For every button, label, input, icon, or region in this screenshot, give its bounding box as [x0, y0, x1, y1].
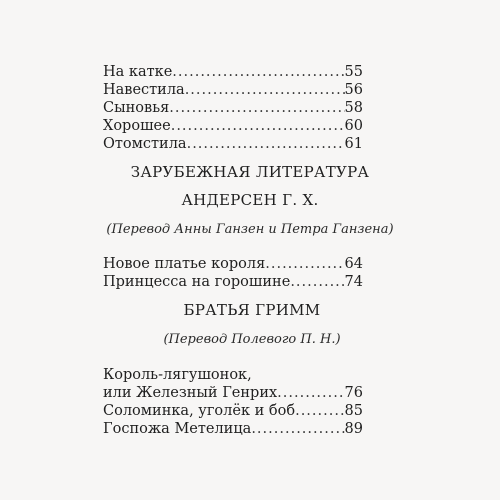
entry-page-number: 61 — [344, 136, 363, 152]
leader-dots — [265, 254, 344, 274]
toc-entry[interactable] — [103, 419, 363, 439]
toc-entry[interactable] — [103, 383, 363, 403]
toc-entry[interactable] — [103, 80, 363, 100]
entry-page-number: 55 — [344, 64, 363, 80]
entry-page-number: 56 — [344, 82, 363, 98]
toc-entry[interactable] — [103, 272, 363, 292]
toc-entry[interactable] — [103, 62, 363, 82]
leader-dots — [171, 116, 345, 136]
leader-dots — [172, 62, 344, 82]
entry-page-number: 89 — [344, 421, 363, 437]
author-heading: АНДЕРСЕН Г. Х. — [181, 191, 319, 209]
entry-page-number: 74 — [344, 274, 363, 290]
entry-title: или Железный Генрих — [103, 385, 278, 401]
toc-entry[interactable] — [103, 116, 363, 136]
toc-entry[interactable] — [103, 254, 363, 274]
translator-note: (Перевод Полевого П. Н.) — [163, 332, 341, 347]
entry-page-number: 85 — [344, 403, 363, 419]
entry-title: Сыновья — [103, 100, 170, 116]
leader-dots — [295, 401, 344, 421]
leader-dots — [169, 98, 344, 118]
leader-dots — [277, 383, 344, 403]
author-heading: БРАТЬЯ ГРИММ — [183, 301, 321, 319]
entry-title: Новое платье короля — [103, 256, 266, 272]
entry-title: Хорошее — [103, 118, 171, 134]
leader-dots — [290, 272, 344, 292]
entry-title: Соломинка, уголёк и боб — [103, 403, 296, 419]
entry-title: Принцесса на горошине — [103, 274, 291, 290]
leader-dots — [251, 419, 344, 439]
entry-title: Госпожа Метелица — [103, 421, 252, 437]
entry-title-line[interactable]: Король-лягушонок, — [103, 367, 252, 383]
toc-entry[interactable] — [103, 98, 363, 118]
entry-page-number: 64 — [344, 256, 363, 272]
entry-title: На катке — [103, 64, 173, 80]
toc-entry[interactable] — [103, 134, 363, 154]
entry-title: Навестила — [103, 82, 185, 98]
entry-page-number: 58 — [344, 100, 363, 116]
leader-dots — [185, 80, 345, 100]
translator-note: (Перевод Анны Ганзен и Петра Ганзена) — [106, 222, 394, 237]
entry-title: Отомстила — [103, 136, 187, 152]
entry-page-number: 60 — [344, 118, 363, 134]
leader-dots — [187, 134, 345, 154]
section-heading: ЗАРУБЕЖНАЯ ЛИТЕРАТУРА — [130, 163, 370, 181]
entry-page-number: 76 — [344, 385, 363, 401]
toc-entry[interactable] — [103, 401, 363, 421]
